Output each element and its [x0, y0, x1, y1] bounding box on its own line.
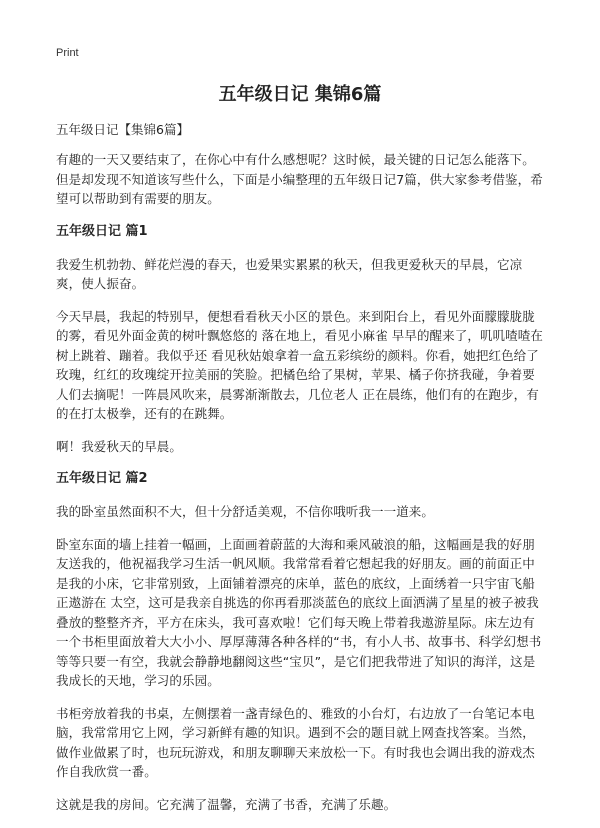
paragraph: 卧室东面的墙上挂着一幅画，上面画着蔚蓝的大海和乘风破浪的船，这幅画是我的好朋友送我的，他祝福我学习生活一帆风顺。我常常看着它想起我的好朋友。画的前面正中是我的小床，它非常别致，上面铺着漂亮的床单，蓝色的底纹，上面绣着一只宇宙飞船正遨游在 太空，这可是我亲自挑选的你再看那淡蓝色的底纹上面洒满了星星的被子被我叠放的整整齐齐，平方在床头，我可喜欢啦！它们每天晚上带着我遨游星际。床左边有一个书柜里面放着大大小小、厚厚薄薄各种各样的“书，有小人书、故事书、科学幻想书等等只要一有空，我就会静静地翻阅这些“宝贝”，是它们把我带进了知识的海洋，这是我成长的天地，学习的乐园。 — [56, 536, 542, 688]
page-title: 五年级日记 集锦6篇 — [218, 84, 382, 105]
paragraph: 啊！我爱秋天的早晨。 — [56, 438, 183, 454]
intro-paragraph: 有趣的一天又要结束了，在你心中有什么感想呢？这时候，最关键的日记怎么能落下。但是却发现不知道该写些什么，下面是小编整理的五年级日记7篇，供大家参考借鉴，希望可以帮助到有需要的朋友。 — [56, 152, 543, 206]
section-1 — [56, 222, 546, 457]
document-body — [56, 120, 546, 827]
print-link[interactable]: Print — [56, 47, 79, 59]
document-subtitle: 五年级日记【集锦6篇】 — [56, 122, 189, 137]
paragraph: 我的卧室虽然面积不大，但十分舒适美观，不信你哦听我一一道来。 — [56, 504, 435, 519]
paragraph: 我爱生机勃勃、鲜花烂漫的春天，也爱果实累累的秋天，但我更爱秋天的早晨，它凉爽，使人振奋。 — [56, 256, 523, 291]
section-heading: 五年级日记 篇2 — [56, 471, 148, 486]
paragraph: 今天早晨，我起的特别早，便想看看秋天小区的景色。来到阳台上，看见外面朦朦胧胧的雾，看见外面金黄的树叶飘悠悠的 落在地上，看见小麻雀 早早的醒来了，叽叽喳喳在树上跳着、蹦着。我似乎还 看见秋姑娘拿着一盒五彩缤纷的颜料。你看，她把红色给了玫瑰，红红的玫瑰绽开拉美丽的笑脸。把橘色给了果树，苹果、橘子你挤我碰，争着要人们去摘呢！一阵晨风吹来，晨雾渐渐散去，几位老人 正在晨练，他们有的在跑步，有的在打太极拳，还有的在跳舞。 — [56, 308, 543, 421]
section-2 — [56, 469, 546, 814]
paragraph: 书柜旁放着我的书桌，左侧摆着一盏青绿色的、雅致的小台灯，右边放了一台笔记本电脑，我常常用它上网，学习新鲜有趣的知识。遇到不会的题目就上网查找答案。当然，做作业做累了时，也玩玩游戏，和朋友聊聊天来放松一下。有时我也会调出我的游戏杰作自我欣赏一番。 — [56, 705, 535, 779]
section-heading: 五年级日记 篇1 — [56, 223, 148, 239]
paragraph: 这就是我的房间。它充满了温馨，充满了书香，充满了乐趣。 — [56, 796, 397, 812]
